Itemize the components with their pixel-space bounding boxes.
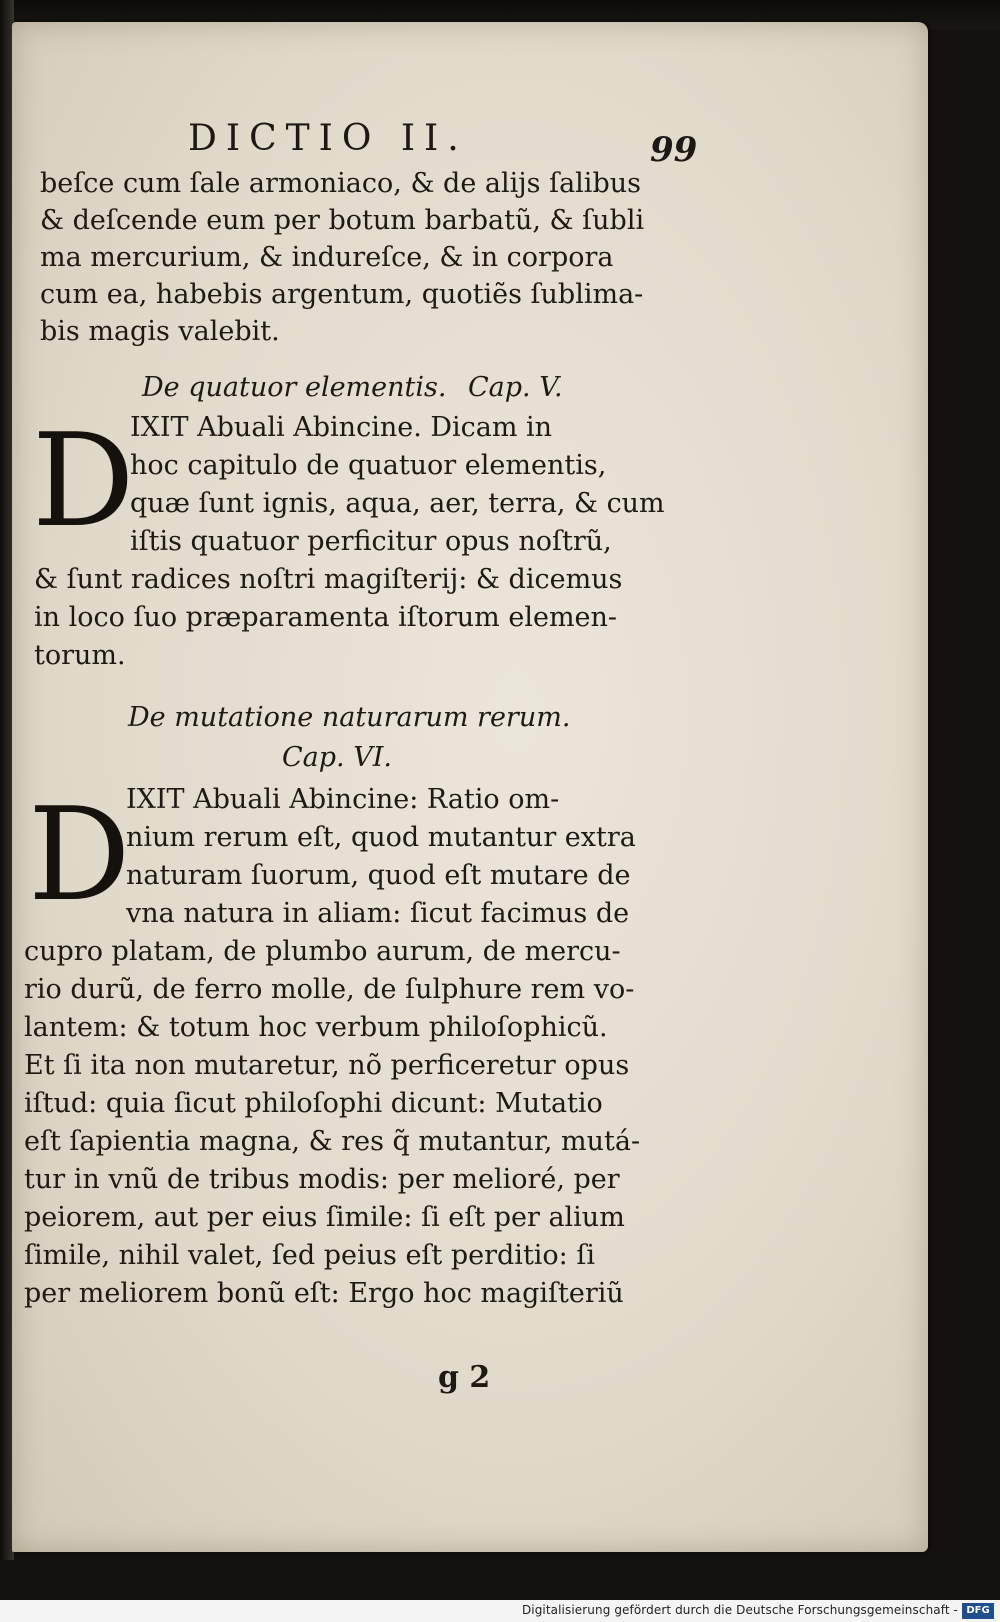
chapter-5-cap: Cap. V. <box>468 372 563 403</box>
chapter-6-title: De mutatione naturarum rerum. <box>128 702 571 733</box>
text-line: hoc capitulo de quatuor elementis, <box>130 450 607 481</box>
chapter-5-title: De quatuor elementis. <box>142 372 447 403</box>
text-line: eſt ſapientia magna, & res q̃ mutantur, mutá- <box>24 1126 641 1157</box>
text-line: bis magis valebit. <box>40 316 280 347</box>
chapter-5-dropcap: D <box>32 407 135 556</box>
text-line: vna natura in aliam: ſicut facimus de <box>126 898 630 929</box>
text-line: lantem: & totum hoc verbum philoſophicũ. <box>24 1012 608 1043</box>
text-line: per meliorem bonũ eſt: Ergo hoc magiſteriũ <box>24 1278 624 1309</box>
running-title: DICTIO II. <box>188 118 468 159</box>
text-line: cum ea, habebis argentum, quotiẽs ſublima- <box>40 279 644 310</box>
footer-credit: Digitalisierung gefördert durch die Deutsche Forschungsgemeinschaft - <box>521 1603 958 1617</box>
text-line: IXIT Abuali Abincine. Dicam in <box>130 412 553 443</box>
text-line: iſtis quatuor perficitur opus noſtrũ, <box>130 526 612 557</box>
signature-mark: g 2 <box>438 1360 491 1395</box>
text-line: torum. <box>34 640 126 671</box>
text-line: cupro platam, de plumbo aurum, de mercu- <box>24 936 621 967</box>
text-line: & ſunt radices noſtri magiſterij: & dicemus <box>34 564 623 595</box>
text-line: nium rerum eſt, quod mutantur extra <box>126 822 636 853</box>
text-line: Et ſi ita non mutaretur, nõ perficeretur opus <box>24 1050 630 1081</box>
text-line: iſtud: quia ſicut philoſophi dicunt: Mutatio <box>24 1088 603 1119</box>
dfg-logo: DFG <box>962 1603 994 1619</box>
text-line: quæ ſunt ignis, aqua, aer, terra, & cum <box>130 488 665 519</box>
text-line: & deſcende eum per botum barbatũ, & ſubli <box>40 205 645 236</box>
text-line: in loco ſuo præparamenta iſtorum elemen- <box>34 602 618 633</box>
text-line: tur in vnũ de tribus modis: per melioré, per <box>24 1164 620 1195</box>
text-line: ma mercurium, & indureſce, & in corpora <box>40 242 614 273</box>
text-line: beſce cum ſale armoniaco, & de alijs ſalibus <box>40 168 641 199</box>
text-line: peiorem, aut per eius ſimile: ſi eſt per alium <box>24 1202 625 1233</box>
page-number: 99 <box>650 130 698 170</box>
text-line: rio durũ, de ferro molle, de ſulphure rem vo- <box>24 974 635 1005</box>
text-line: ſimile, nihil valet, ſed peius eſt perditio: ſi <box>24 1240 595 1271</box>
chapter-6-dropcap: D <box>28 781 131 930</box>
text-line: IXIT Abuali Abincine: Ratio om- <box>126 784 560 815</box>
text-line: naturam ſuorum, quod eſt mutare de <box>126 860 631 891</box>
chapter-6-cap: Cap. VI. <box>282 742 392 773</box>
